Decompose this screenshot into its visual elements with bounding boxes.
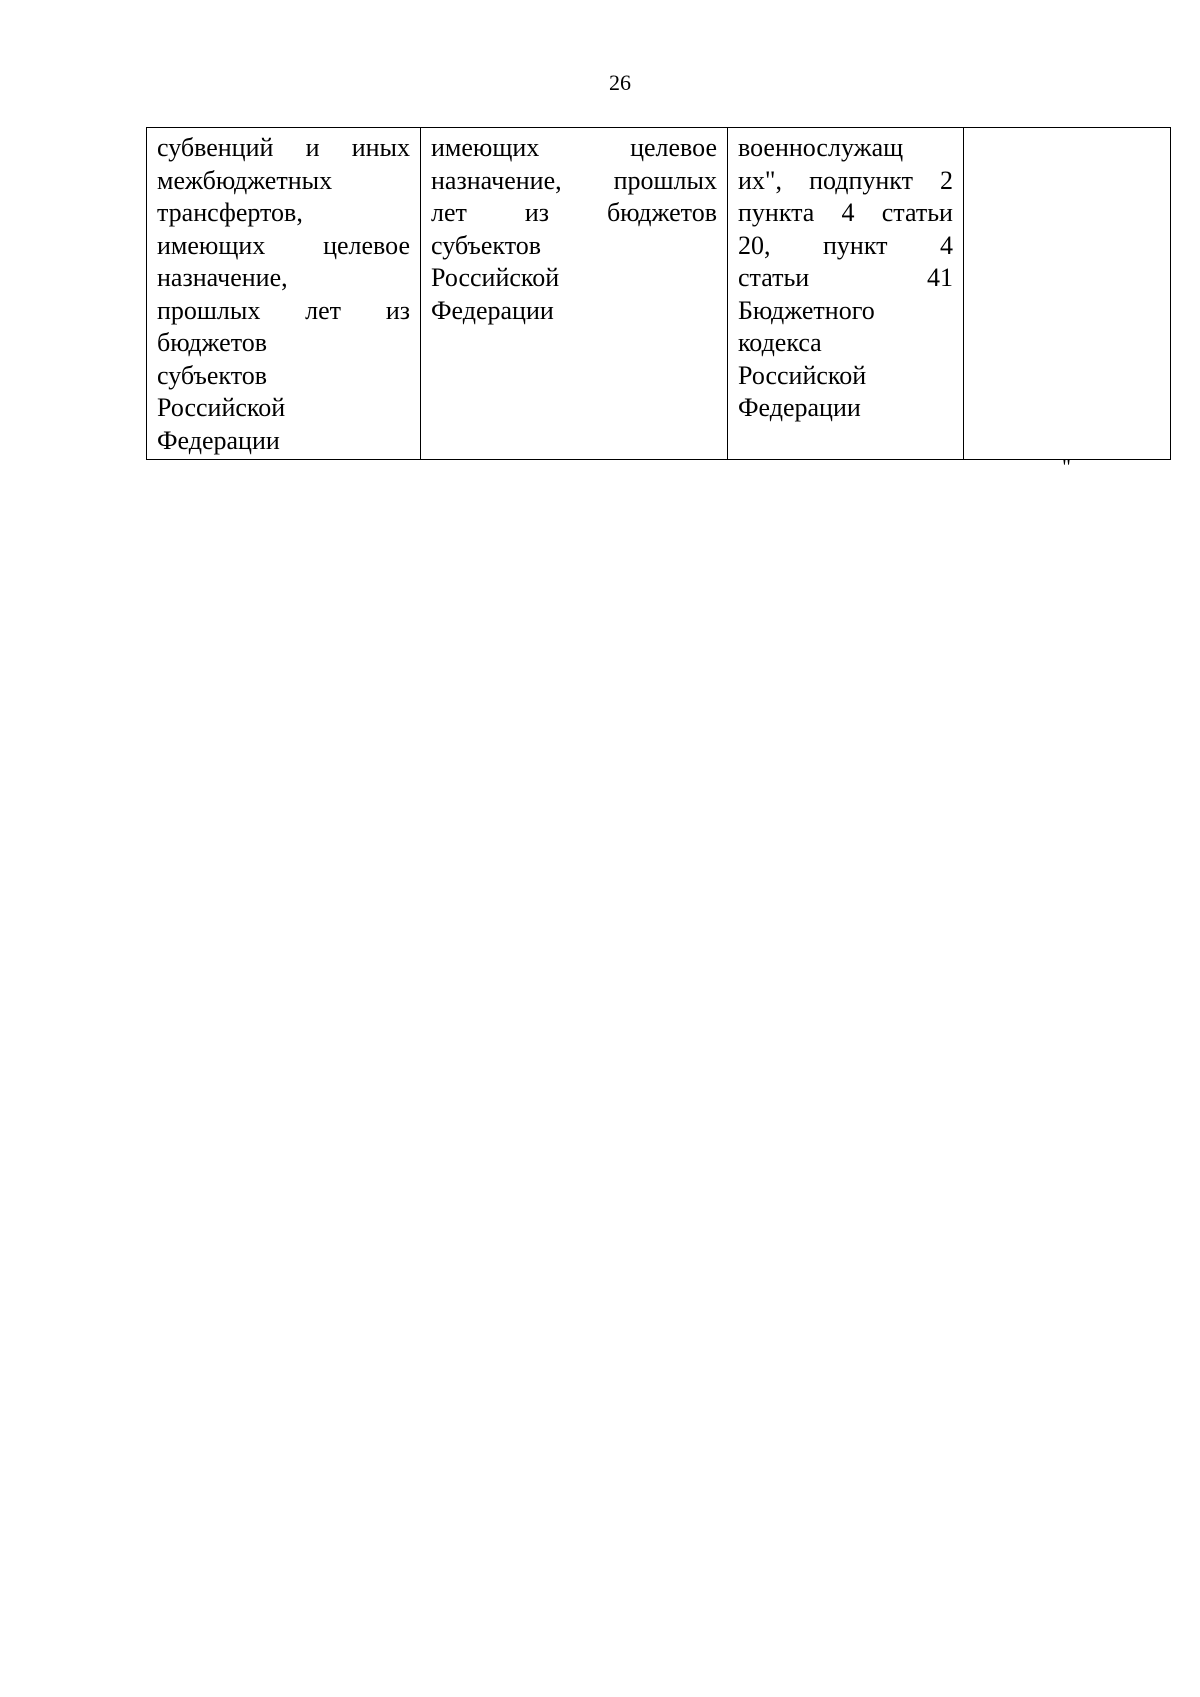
table-cell-col4: [964, 128, 1171, 460]
cell-word: пункта: [738, 198, 815, 227]
cell-word: подпункт: [809, 165, 913, 195]
cell-text-line: [157, 425, 410, 458]
cell-word: и: [305, 133, 320, 162]
cell-word: субъектов: [431, 230, 542, 260]
cell-text-line: [157, 262, 410, 295]
cell-word: Российской: [157, 393, 286, 422]
cell-text-line: [738, 392, 953, 425]
cell-word: прошлых: [613, 165, 717, 195]
cell-text-line: [157, 295, 410, 328]
cell-word: назначение,: [157, 263, 288, 292]
cell-word: 2: [940, 165, 953, 195]
cell-word: целевое: [323, 230, 410, 260]
cell-text-line: [157, 197, 410, 230]
cell-word: прошлых: [157, 295, 261, 325]
cell-word: бюджетов: [606, 198, 717, 227]
cell-text-line: [738, 360, 953, 393]
cell-word: Федерации: [157, 425, 280, 455]
cell-word: Бюджетного: [738, 295, 875, 325]
cell-text-line: [738, 132, 953, 165]
cell-text-line: [157, 165, 410, 198]
cell-text-line: [738, 262, 953, 295]
cell-text-line: [738, 197, 953, 230]
cell-word: имеющих: [431, 133, 540, 162]
cell-text-line: [431, 262, 717, 295]
cell-word: из: [524, 198, 550, 227]
cell-word: из: [385, 295, 410, 325]
cell-word: пункт: [823, 230, 888, 260]
cell-word: статьи: [738, 263, 810, 292]
cell-text-line: [431, 197, 717, 230]
cell-word: 20,: [738, 230, 771, 260]
cell-word: имеющих: [157, 230, 266, 260]
cell-word: целевое: [630, 133, 717, 162]
page-number: 26: [609, 70, 631, 95]
table-cell-col2: [421, 128, 728, 460]
cell-text-line: [157, 132, 410, 165]
cell-text-line: [157, 360, 410, 393]
cell-word: Российской: [431, 263, 560, 292]
cell-word: субъектов: [157, 360, 268, 390]
cell-word: назначение,: [431, 165, 562, 195]
cell-word: 4: [939, 230, 953, 260]
cell-text-line: [157, 327, 410, 360]
cell-word: иных: [351, 133, 410, 162]
cell-text-line: [738, 295, 953, 328]
cell-word: бюджетов: [157, 328, 268, 357]
cell-word: Федерации: [738, 393, 861, 422]
cell-text-line: [431, 165, 717, 198]
cell-text-line: [157, 230, 410, 263]
table-cell-col3: [728, 128, 964, 460]
cell-text-line: [431, 132, 717, 165]
cell-word: 41: [927, 263, 953, 292]
table-row: [147, 128, 1171, 460]
cell-word: Российской: [738, 360, 867, 390]
closing-quote-mark: ": [1062, 454, 1071, 479]
cell-word: военнослужащ: [738, 133, 904, 162]
cell-text-line: [738, 165, 953, 198]
cell-word: их",: [738, 165, 783, 195]
cell-word: Федерации: [431, 295, 554, 325]
document-table: [146, 127, 1171, 460]
cell-word: лет: [431, 198, 467, 227]
cell-word: трансфертов,: [157, 198, 303, 227]
cell-text-line: [738, 230, 953, 263]
cell-text-line: [431, 295, 717, 328]
cell-word: субвенций: [157, 133, 274, 162]
cell-text-line: [738, 327, 953, 360]
cell-word: лет: [305, 295, 342, 325]
cell-word: статьи: [881, 198, 953, 227]
cell-word: межбюджетных: [157, 165, 333, 195]
cell-word: 4: [841, 198, 855, 227]
cell-text-line: [431, 230, 717, 263]
table-cell-col1: [147, 128, 421, 460]
cell-word: кодекса: [738, 328, 822, 357]
cell-text-line: [157, 392, 410, 425]
